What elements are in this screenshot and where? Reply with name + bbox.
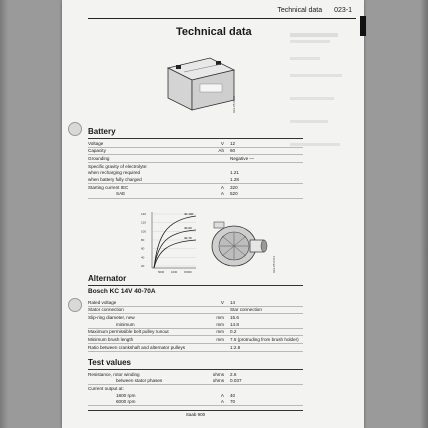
row-unit: mm bbox=[198, 321, 228, 328]
table-row bbox=[88, 392, 303, 399]
alternator-model-heading: Bosch KC 14V 40-70A bbox=[88, 288, 156, 295]
x-tick-label: 5000 bbox=[158, 270, 165, 274]
row-value bbox=[228, 163, 303, 170]
y-tick-label: 60 bbox=[141, 246, 145, 251]
row-unit: A bbox=[220, 184, 224, 190]
row-unit bbox=[198, 155, 228, 163]
table-row bbox=[88, 147, 303, 155]
table-row bbox=[88, 184, 303, 191]
row-value: 60 bbox=[228, 147, 303, 155]
row-label: Voltage bbox=[88, 140, 198, 147]
row-unit: A bbox=[198, 191, 228, 198]
row-label: Grounding bbox=[88, 155, 198, 163]
page-footer bbox=[88, 410, 303, 417]
section-tab-marker bbox=[360, 16, 366, 36]
curve-40-100 bbox=[154, 216, 196, 268]
battery-photo-code: 023-05 0843 bbox=[232, 96, 236, 113]
row-label: minimum bbox=[88, 321, 198, 328]
row-value: 7.5 (protruding from brush holder) bbox=[228, 336, 303, 344]
row-unit: V bbox=[198, 299, 228, 306]
curve-label: 40-70 bbox=[184, 236, 192, 240]
row-unit bbox=[198, 163, 228, 170]
row-value: 520 bbox=[228, 191, 303, 198]
alternator-table bbox=[88, 299, 303, 352]
test-values-heading: Test values bbox=[88, 358, 131, 367]
row-value: 0.2 bbox=[228, 328, 303, 336]
alternator-output-graph bbox=[140, 208, 200, 278]
table-row bbox=[88, 321, 303, 328]
row-value: 2.6 bbox=[230, 371, 237, 377]
table-row bbox=[88, 163, 303, 170]
footer-text: Saab 900 bbox=[185, 412, 206, 417]
row-unit bbox=[198, 385, 228, 392]
row-label: 6000 rpm bbox=[88, 399, 198, 406]
table-row bbox=[88, 378, 303, 385]
row-unit: Ah bbox=[198, 147, 228, 155]
row-unit bbox=[198, 170, 228, 177]
table-row bbox=[88, 191, 303, 198]
header-page-number: 023-1 bbox=[334, 7, 352, 14]
row-unit: V bbox=[198, 140, 228, 147]
row-value: 40 bbox=[230, 392, 236, 398]
table-row bbox=[88, 328, 303, 336]
row-value: 1.21 bbox=[230, 170, 239, 176]
binder-hole bbox=[68, 122, 82, 136]
table-row bbox=[88, 385, 303, 392]
alternator-heading: Alternator bbox=[88, 274, 127, 283]
x-tick-label: 1000 bbox=[171, 270, 178, 274]
row-value: Star connection bbox=[228, 306, 303, 314]
row-label: between stator phases bbox=[88, 378, 198, 385]
curve-label: 40-60 bbox=[184, 226, 192, 230]
y-tick-label: 120 bbox=[141, 220, 147, 225]
table-row bbox=[88, 371, 303, 378]
table-row bbox=[88, 176, 303, 183]
row-label: Specific gravity of electrolyte: bbox=[88, 163, 148, 169]
table-row bbox=[88, 344, 303, 352]
y-tick-label: 100 bbox=[141, 229, 147, 234]
page-title: Technical data bbox=[176, 26, 252, 38]
header-section: Technical data bbox=[277, 7, 323, 14]
x-tick-label: 15000 bbox=[184, 270, 192, 274]
row-unit: ohms bbox=[212, 371, 224, 377]
row-label: Current output at: bbox=[88, 385, 124, 391]
page-header bbox=[88, 4, 356, 19]
curve-40-70 bbox=[154, 240, 196, 268]
row-value: 12 bbox=[228, 140, 303, 147]
row-value: 0.037 bbox=[228, 378, 303, 385]
row-label: Ratio between crankshaft and alternator pulleys bbox=[88, 344, 198, 352]
battery-table bbox=[88, 140, 303, 199]
row-unit: A bbox=[220, 392, 224, 398]
row-label: Capacity bbox=[88, 147, 198, 155]
alternator-photo-code: 023-05 0473 bbox=[272, 256, 276, 273]
y-tick-label: 80 bbox=[141, 238, 145, 242]
alternator-illustration bbox=[204, 214, 268, 274]
table-row bbox=[88, 336, 303, 344]
row-unit bbox=[198, 344, 228, 352]
row-unit bbox=[198, 306, 228, 314]
table-row bbox=[88, 155, 303, 163]
battery-rule bbox=[88, 138, 303, 139]
row-unit: mm bbox=[216, 314, 224, 320]
row-label: when recharging required bbox=[88, 170, 141, 176]
table-row bbox=[88, 170, 303, 177]
row-label: when battery fully charged bbox=[88, 176, 198, 183]
battery-heading: Battery bbox=[88, 127, 116, 136]
table-row bbox=[88, 399, 303, 406]
row-label: Stator connection bbox=[88, 306, 198, 314]
row-label: Slip-ring diameter, new bbox=[88, 314, 135, 320]
row-label: Maximum permissible belt pulley runout bbox=[88, 328, 198, 336]
row-label: SAE bbox=[88, 191, 198, 198]
row-value: 14 bbox=[228, 299, 303, 306]
test-values-table bbox=[88, 371, 303, 406]
alternator-rule bbox=[88, 285, 303, 286]
battery-illustration bbox=[160, 48, 240, 120]
curve-label: 40-100 bbox=[184, 212, 194, 216]
row-label: Resistance, rotor winding bbox=[88, 371, 140, 377]
row-unit: A bbox=[198, 399, 228, 406]
row-label: Rated voltage bbox=[88, 299, 198, 306]
row-value: 14.8 bbox=[228, 321, 303, 328]
y-tick-label: 40 bbox=[141, 255, 145, 260]
row-value: 320 bbox=[230, 184, 238, 190]
row-value: 1.28 bbox=[228, 176, 303, 183]
row-value bbox=[228, 385, 303, 392]
table-row bbox=[88, 299, 303, 306]
row-label: 1800 rpm bbox=[116, 392, 136, 398]
test-values-rule bbox=[88, 369, 303, 370]
row-label: Minimum brush length bbox=[88, 336, 198, 344]
binder-hole bbox=[68, 298, 82, 312]
row-unit bbox=[198, 176, 228, 183]
row-unit: mm bbox=[198, 328, 228, 336]
row-label: Starting current IEC bbox=[88, 184, 129, 190]
y-tick-label: 140 bbox=[141, 212, 147, 216]
y-tick-label: 20 bbox=[141, 264, 145, 268]
row-unit: ohms bbox=[198, 378, 228, 385]
row-value: Negative — bbox=[228, 155, 303, 163]
row-value: 15.6 bbox=[230, 314, 239, 320]
table-row bbox=[88, 306, 303, 314]
table-row bbox=[88, 140, 303, 147]
table-row bbox=[88, 314, 303, 321]
row-value: 1:2.8 bbox=[228, 344, 303, 352]
row-value: 70 bbox=[228, 399, 303, 406]
row-unit: mm bbox=[198, 336, 228, 344]
